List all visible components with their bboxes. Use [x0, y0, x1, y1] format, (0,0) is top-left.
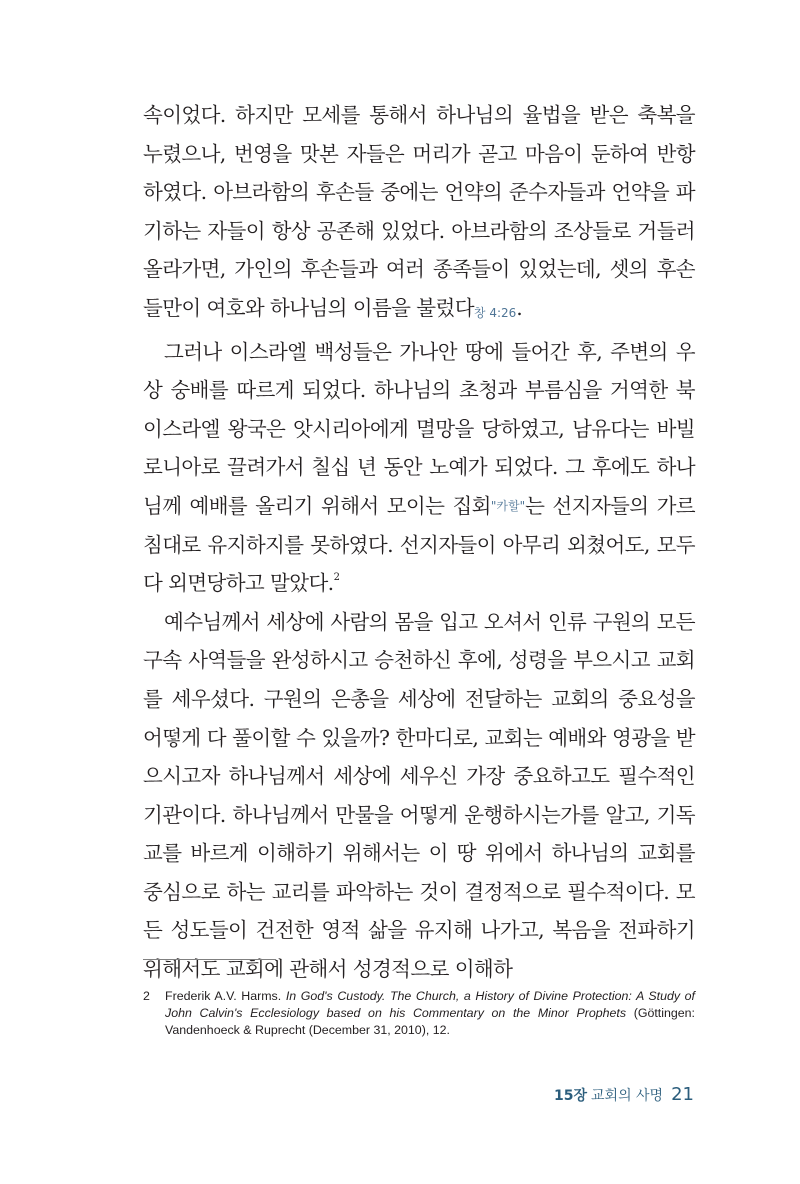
- chapter-number: 15장: [554, 1088, 588, 1104]
- paragraph-2-text: 그러나 이스라엘 백성들은 가나안 땅에 들어간 후, 주변의 우상 숭배를 따르게 되었다. 하나님의 초청과 부름심을 거역한 북이스라엘 왕국은 앗시리아에게 멸망을 당하였고, 남유다는 바빌로니아로 끌려가서 칠십 년 동안 노예가 되었다. 그 후에도 하나님께 예배를 올리기 위해서 모이는 집회: [143, 339, 695, 518]
- footnote: [143, 988, 695, 1039]
- paragraph-1-end: .: [516, 295, 523, 320]
- chapter-title: 교회의 사명: [591, 1088, 664, 1104]
- footnote-number: 2: [143, 989, 150, 1003]
- page-footer: [554, 1084, 694, 1105]
- paragraph-1-text: 속이었다. 하지만 모세를 통해서 하나님의 율법을 받은 축복을 누렸으나, 번영을 맛본 자들은 머리가 곧고 마음이 둔하여 반항하였다. 아브라함의 후손들 중에는 언약의 준수자들과 언약을 파기하는 자들이 항상 공존해 있었다. 아브라함의 조상들로 거들러 올라가면, 가인의 후손들과 여러 종족들이 있었는데, 셋의 후손들만이 여호와 하나님의 이름을 불렀다: [143, 103, 695, 320]
- paragraph-2-end: 는 선지자들의 가르침대로 유지하지를 못하였다. 선지자들이 아무리 외쳤어도, 모두 다 외면당하고 말았다.: [143, 493, 695, 596]
- footnote-author: Frederik A.V. Harms.: [165, 989, 286, 1003]
- footnote-publication: (Göttingen: Vandenhoeck & Ruprecht (December 31, 2010), 12.: [165, 1006, 695, 1037]
- scripture-reference: 창 4:26: [473, 305, 517, 320]
- footnote-title: In God's Custody. The Church, a History of Divine Protection: A Study of John Calvin's Ecclesiology based on his Commentary on the Minor Prophets: [165, 989, 696, 1020]
- paragraph-3: 예수님께서 세상에 사람의 몸을 입고 오셔서 인류 구원의 모든 구속 사역들을 완성하시고 승천하신 후에, 성령을 부으시고 교회를 세우셨다. 구원의 은총을 세상에 전달하는 교회의 중요성을 어떻게 다 풀이할 수 있을까? 한마디로, 교회는 예배와 영광을 받으시고자 하나님께서 세상에 세우신 가장 중요하고도 필수적인 기관이다. 하나님께서 만물을 어떻게 운행하시는가를 알고, 기독교를 바르게 이해하기 위해서는 이 땅 위에서 하나님의 교회를 중심으로 하는 교리를 파악하는 것이 결정적으로 필수적이다. 모든 성도들이 건전한 영적 삶을 유지해 나가고, 복음을 전파하기 위해서도 교회에 관해서 성경적으로 이해하: [143, 609, 695, 982]
- paragraph-1: [143, 96, 695, 333]
- footnote-text: [165, 988, 695, 1039]
- footnote-divider: [143, 959, 276, 960]
- page-number: 21: [671, 1084, 694, 1105]
- footnote-mark: 2: [333, 572, 340, 584]
- kahal-annotation: "카할": [490, 498, 526, 513]
- paragraph-2: [143, 333, 695, 603]
- body-text: [143, 96, 695, 989]
